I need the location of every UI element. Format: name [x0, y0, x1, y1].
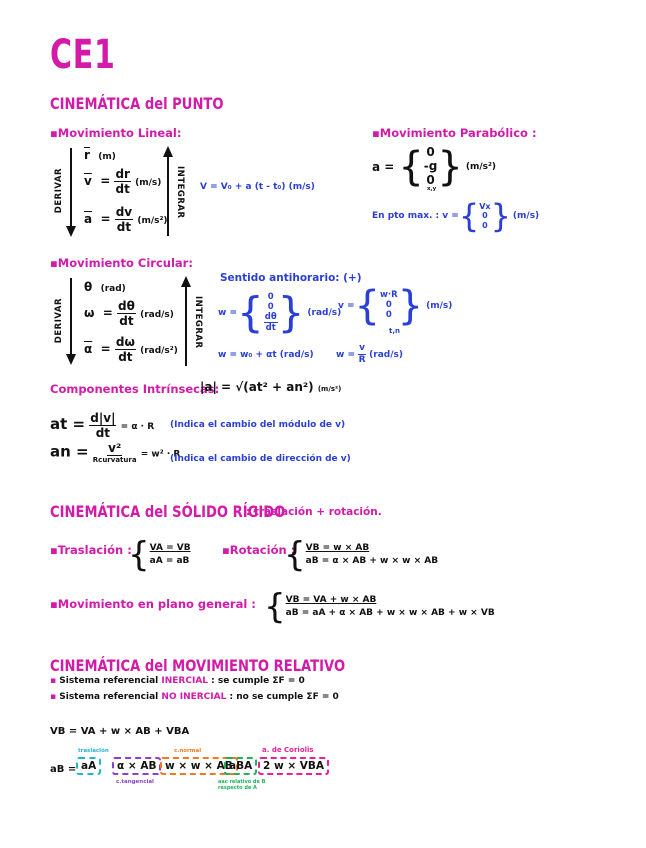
- integrar-label-2: INTEGRAR: [193, 296, 203, 349]
- v-vector: v = { w·R 0 0 } (m/s): [338, 283, 453, 329]
- label-normal: c.normal: [174, 748, 202, 754]
- bullet-icon: ▪: [50, 126, 58, 140]
- at-row: at = $\frac{d|v|}{dt}$ = α · R: [50, 411, 155, 440]
- derivar-arrow-icon: [66, 278, 76, 366]
- inercial-bullet: ▪ Sistema referencial INERCIAL : se cumple ΣF = 0: [50, 676, 305, 686]
- page-title: CE1: [50, 32, 116, 78]
- vb-relative-eq: VB = VA + w × AB + VBA: [50, 726, 190, 737]
- sentido-note: Sentido antihorario: (+): [220, 272, 362, 284]
- label-tangencial: c.tangencial: [116, 779, 154, 785]
- an-note: (Indica el cambio de dirección de v): [170, 454, 351, 464]
- circ-alpha-row: $\overline{\alpha}$ = $\frac{d\omega}{dt}$ (rad/s²): [84, 335, 178, 364]
- term-aBA-box: aBA: [224, 757, 257, 775]
- derivar-arrow-icon: [66, 148, 76, 238]
- lineal-v-row: $\overline{v}$ = $\frac{dr}{dt}$ (m/s): [84, 167, 162, 196]
- circ-theta-row: θ (rad): [84, 280, 126, 294]
- circ-w-row: ω = $\frac{d\theta}{dt}$ (rad/s): [84, 299, 174, 328]
- term-aA-box: aA: [76, 757, 101, 775]
- w-v-r-formula: w = $\frac{v}{R}$ (rad/s): [336, 343, 403, 365]
- no-inercial-bullet: ▪ Sistema referencial NO INERCIAL : no se cumple ΣF = 0: [50, 692, 339, 702]
- traslacion-eqs: { VA = VB aA = aB: [128, 535, 191, 575]
- integrar-label: INTEGRAR: [175, 166, 185, 219]
- ab-relative-label: aB =: [50, 764, 77, 775]
- label-relativo: aac relativo de B respecto de A: [218, 779, 266, 791]
- section-title-solido: CINEMÁTICA del SÓLIDO RÍGIDO: [50, 502, 286, 521]
- plano-general-label: ▪Movimiento en plano general :: [50, 597, 256, 611]
- at-note: (Indica el cambio del módulo de v): [170, 420, 346, 430]
- w-formula: w = w₀ + αt (rad/s): [218, 350, 314, 360]
- bullet-icon: ▪: [372, 126, 380, 140]
- parabolico-sub: x,y: [427, 186, 437, 192]
- label-traslacion: traslación: [78, 748, 109, 754]
- w-vector: w = { 0 0 $\frac{d\theta}{dt}$ } (rad/s): [218, 288, 342, 337]
- derivar-label-2: DERIVAR: [54, 298, 64, 344]
- solido-subtitle: : traslación + rotación.: [246, 506, 382, 518]
- intrinsecas-mod: |a| = √(at² + an²) (m/s²): [200, 380, 342, 394]
- lineal-r-row: $\overline{r}$ (m): [84, 148, 116, 162]
- parabolico-title: ▪Movimiento Parabólico :: [372, 126, 537, 140]
- bullet-icon: ▪: [222, 543, 230, 557]
- v-vector-sub: t,n: [389, 327, 400, 335]
- integrar-arrow-icon: [163, 146, 173, 236]
- section-title-relativo: CINEMÁTICA del MOVIMIENTO RELATIVO: [50, 656, 346, 675]
- an-row: an = $\frac{\text{v²}}{\text{Rcurvatura}}$ = w² · R: [50, 441, 181, 464]
- rotacion-label: ▪Rotación :: [222, 543, 296, 557]
- term-coriolis-box: 2 w × VBA: [258, 757, 329, 775]
- integrar-arrow-icon: [181, 276, 191, 366]
- bullet-icon: ▪: [50, 676, 57, 686]
- lineal-vel-formula: V = V₀ + a (t - t₀) (m/s): [200, 182, 315, 192]
- traslacion-label: ▪Traslación :: [50, 543, 132, 557]
- bullet-icon: ▪: [50, 692, 57, 702]
- parabolico-a-vector: a = { 0 -g 0 } (m/s²): [372, 143, 497, 190]
- term-wwab-box: w × w × AB: [160, 757, 238, 775]
- lineal-a-row: $\overline{a}$ = $\frac{dv}{dt}$ (m/s²): [84, 205, 168, 234]
- derivar-label: DERIVAR: [54, 168, 64, 214]
- bullet-icon: ▪: [50, 597, 58, 611]
- circular-title: ▪Movimiento Circular:: [50, 256, 193, 270]
- label-coriolis: a. de Coriolis: [262, 746, 314, 754]
- rotacion-eqs: { VB = w × AB aB = α × AB + w × w × AB: [284, 535, 439, 575]
- pto-max-note: En pto max. : v = { Vx 0 0 } (m/s): [372, 197, 540, 235]
- bullet-icon: ▪: [50, 543, 58, 557]
- term-alpha-box: α × AB: [112, 757, 161, 775]
- lineal-title: ▪Movimiento Lineal:: [50, 126, 182, 140]
- intrinsecas-title: Componentes Intrínsecas:: [50, 382, 220, 396]
- plano-general-eqs: { VB = VA + w × AB aB = aA + α × AB + w × w × AB + w × VB: [264, 587, 495, 627]
- section-title-punto: CINEMÁTICA del PUNTO: [50, 94, 224, 113]
- bullet-icon: ▪: [50, 256, 58, 270]
